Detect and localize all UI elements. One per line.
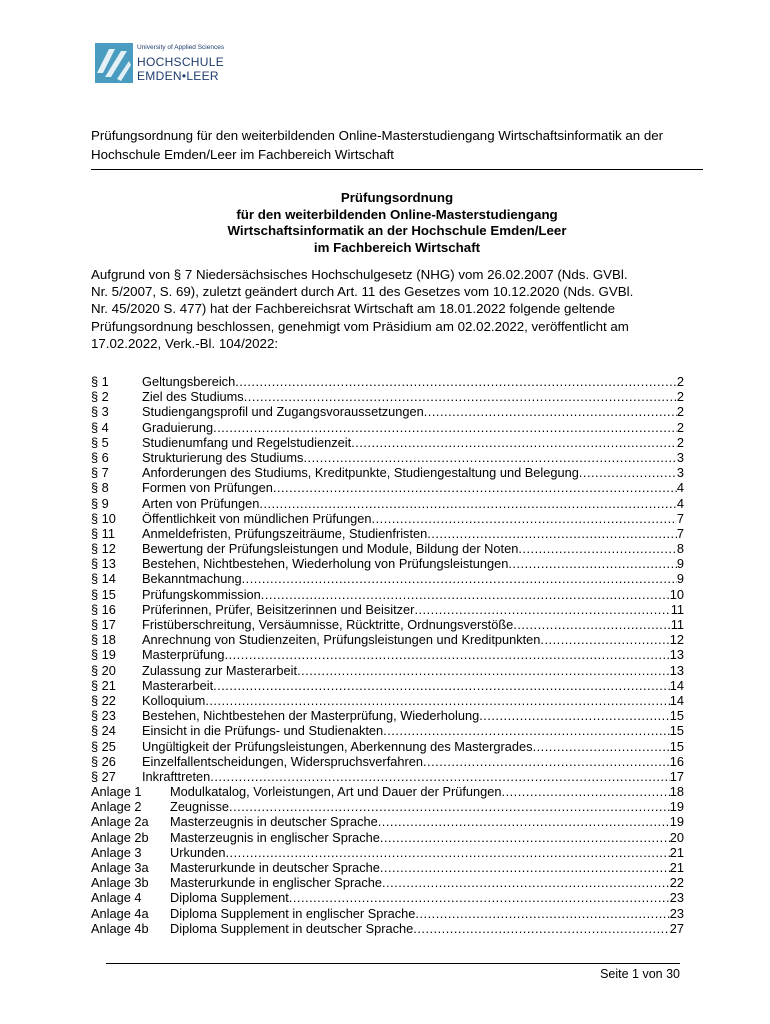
toc-entry-number: § 27	[91, 768, 116, 784]
toc-leader-dots	[380, 830, 670, 845]
toc-entry-number: § 4	[91, 419, 109, 435]
toc-entry-title: Fristüberschreitung, Versäumnisse, Rücktritte, Ordnungsverstöße	[142, 617, 514, 632]
toc-entry[interactable]	[91, 845, 684, 860]
toc-entry-number: Anlage 4b	[91, 920, 149, 936]
preamble-paragraph	[91, 266, 703, 352]
toc-leader-dots	[423, 754, 670, 769]
toc-leader-dots	[213, 678, 670, 693]
preamble-line: Prüfungsordnung beschlossen, genehmigt vom Präsidium am 02.02.2022, veröffentlicht am	[91, 318, 629, 334]
toc-leader-dots	[289, 890, 670, 905]
toc-entry-number: § 8	[91, 480, 109, 496]
toc-entry-number: § 1	[91, 374, 109, 389]
toc-leader-dots	[225, 647, 670, 662]
toc-entry-title: Zeugnisse	[170, 799, 230, 815]
toc-entry-page: 3	[676, 449, 684, 465]
toc-entry-title: Modulkatalog, Vorleistungen, Art und Dauer der Prüfungen	[170, 784, 502, 800]
toc-entry-title: Anforderungen des Studiums, Kreditpunkte, Studiengestaltung und Belegung	[142, 465, 579, 481]
toc-entry-title: Anrechnung von Studienzeiten, Prüfungsleistungen und Kreditpunkten	[142, 632, 541, 648]
toc-leader-dots	[259, 496, 676, 511]
toc-entry[interactable]	[91, 678, 684, 693]
toc-entry-page: 9	[676, 556, 684, 572]
toc-entry-page: 2	[676, 434, 684, 450]
page-number: Seite 1 von 30	[600, 967, 680, 981]
toc-entry-page: 15	[669, 723, 684, 739]
toc-entry-title: Studiengangsprofil und Zugangsvoraussetzungen	[142, 404, 424, 420]
toc-leader-dots	[244, 389, 677, 404]
toc-entry-title: Arten von Prüfungen	[142, 495, 260, 511]
toc-entry-title: Kolloquium	[142, 692, 206, 708]
toc-entry-number: § 24	[91, 723, 116, 739]
toc-leader-dots	[424, 404, 677, 419]
toc-entry[interactable]	[91, 830, 684, 845]
toc-entry-number: § 14	[91, 571, 116, 587]
toc-entry-title: Urkunden	[170, 844, 226, 860]
toc-leader-dots	[518, 541, 677, 556]
toc-entry-number: § 9	[91, 495, 109, 511]
toc-entry-number: § 5	[91, 434, 109, 450]
toc-entry[interactable]	[91, 890, 684, 905]
toc-entry[interactable]	[91, 769, 684, 784]
toc-entry[interactable]	[91, 723, 684, 738]
toc-entry-number: § 18	[91, 632, 116, 648]
title-line: Wirtschaftsinformatik an der Hochschule Emden/Leer	[227, 223, 567, 238]
toc-entry-page: 16	[669, 753, 684, 769]
toc-entry-number: § 22	[91, 692, 116, 708]
toc-entry-title: Formen von Prüfungen	[142, 480, 273, 496]
toc-leader-dots	[413, 921, 669, 936]
preamble-line: Aufgrund von § 7 Niedersächsisches Hochschulgesetz (NHG) vom 26.02.2007 (Nds. GVBl.	[91, 267, 628, 282]
toc-leader-dots	[229, 799, 670, 814]
table-of-contents	[91, 374, 684, 936]
toc-entry-title: Strukturierung des Studiums	[142, 449, 304, 465]
toc-leader-dots	[382, 875, 670, 890]
toc-entry[interactable]	[91, 799, 684, 814]
toc-entry-number: Anlage 3	[91, 844, 142, 860]
toc-entry-number: § 10	[91, 510, 116, 526]
toc-leader-dots	[351, 435, 677, 450]
university-logo	[95, 43, 235, 87]
toc-entry-page: 11	[670, 601, 684, 617]
toc-entry-title: Bestehen, Nichtbestehen, Wiederholung von Prüfungsleistungen	[142, 556, 509, 572]
toc-entry[interactable]	[91, 875, 684, 890]
toc-entry-page: 14	[669, 677, 684, 693]
toc-leader-dots	[226, 845, 670, 860]
toc-entry-number: § 23	[91, 708, 116, 724]
toc-entry-number: § 15	[91, 586, 116, 602]
toc-entry[interactable]	[91, 389, 684, 404]
preamble-line: 17.02.2022, Verk.-Bl. 104/2022:	[91, 335, 279, 351]
toc-entry[interactable]	[91, 693, 684, 708]
toc-entry-page: 13	[669, 647, 684, 663]
toc-entry-page: 7	[676, 525, 684, 541]
toc-entry-number: § 17	[91, 617, 116, 632]
toc-leader-dots	[414, 602, 670, 617]
toc-entry-number: Anlage 1	[91, 784, 142, 800]
toc-entry-title: Masterzeugnis in deutscher Sprache	[170, 814, 378, 830]
logo-mark-icon	[95, 43, 133, 83]
toc-entry-title: Öffentlichkeit von mündlichen Prüfungen	[142, 510, 372, 526]
toc-entry-title: Ziel des Studiums	[142, 389, 244, 405]
toc-entry-number: § 21	[91, 677, 116, 693]
toc-entry-page: 9	[676, 571, 684, 587]
toc-leader-dots	[427, 526, 677, 541]
toc-leader-dots	[213, 420, 677, 435]
toc-entry-page: 10	[669, 586, 684, 602]
toc-entry[interactable]	[91, 921, 684, 936]
toc-entry-number: § 13	[91, 556, 116, 572]
toc-entry[interactable]	[91, 708, 684, 723]
toc-entry-page: 21	[669, 844, 684, 860]
toc-leader-dots	[479, 708, 670, 723]
toc-entry-page: 22	[669, 875, 684, 891]
toc-entry[interactable]	[91, 906, 684, 921]
toc-entry-title: Bewertung der Prüfungsleistungen und Module, Bildung der Noten	[142, 541, 519, 557]
toc-leader-dots	[579, 465, 677, 480]
toc-leader-dots	[380, 860, 670, 875]
toc-entry-page: 8	[676, 541, 684, 557]
toc-entry-page: 7	[676, 510, 684, 526]
toc-entry-title: Studienumfang und Regelstudienzeit	[142, 434, 352, 450]
toc-leader-dots	[242, 571, 677, 586]
toc-entry-page: 15	[669, 738, 684, 754]
toc-entry-page: 2	[676, 419, 684, 435]
toc-leader-dots	[372, 511, 677, 526]
toc-entry[interactable]	[91, 571, 684, 586]
toc-entry-page: 13	[669, 662, 684, 678]
toc-entry-title: Geltungsbereich	[142, 374, 236, 389]
title-line: für den weiterbildenden Online-Masterstudiengang	[236, 206, 558, 222]
toc-leader-dots	[273, 480, 677, 495]
toc-entry[interactable]	[91, 374, 684, 389]
logo-tagline: University of Applied Sciences	[137, 44, 225, 51]
toc-entry-page: 3	[676, 465, 684, 481]
toc-entry-title: Prüfungskommission	[142, 586, 261, 602]
toc-entry[interactable]	[91, 784, 684, 799]
toc-entry[interactable]	[91, 632, 684, 647]
toc-entry-page: 2	[676, 404, 684, 420]
toc-entry-number: § 11	[91, 525, 115, 541]
title-line: im Fachbereich Wirtschaft	[313, 239, 481, 255]
header-divider	[91, 169, 703, 170]
toc-entry[interactable]	[91, 541, 684, 556]
toc-entry-number: Anlage 3a	[91, 860, 149, 875]
toc-entry-page: 19	[669, 814, 684, 830]
toc-entry-page: 27	[669, 920, 684, 936]
toc-entry-title: Masterzeugnis in englischer Sprache	[170, 829, 380, 845]
toc-entry-title: Masterarbeit	[142, 677, 214, 693]
toc-entry-number: Anlage 2	[91, 799, 142, 815]
toc-leader-dots	[540, 632, 669, 647]
toc-entry-title: Diploma Supplement in englischer Sprache	[170, 905, 416, 921]
toc-leader-dots	[415, 906, 669, 921]
toc-entry[interactable]	[91, 860, 684, 875]
toc-entry[interactable]	[91, 556, 684, 571]
toc-entry-page: 12	[669, 632, 684, 648]
toc-entry-page: 15	[669, 708, 684, 724]
toc-entry-title: Anmeldefristen, Prüfungszeiträume, Studienfristen	[142, 525, 428, 541]
toc-entry-title: Graduierung	[142, 419, 214, 435]
toc-entry-page: 23	[669, 890, 684, 906]
toc-entry[interactable]	[91, 617, 684, 632]
toc-entry-page: 20	[669, 829, 684, 845]
toc-entry-number: Anlage 2b	[91, 829, 149, 845]
toc-leader-dots	[508, 556, 677, 571]
toc-entry-title: Masterurkunde in deutscher Sprache	[170, 860, 380, 875]
toc-entry-number: § 12	[91, 541, 116, 557]
toc-entry-number: § 25	[91, 738, 116, 754]
title-line: Prüfungsordnung	[340, 190, 454, 205]
toc-leader-dots	[210, 769, 669, 784]
toc-entry-page: 2	[676, 374, 684, 389]
toc-entry[interactable]	[91, 647, 684, 662]
document-title	[91, 190, 703, 256]
toc-entry-page: 21	[669, 860, 684, 875]
toc-entry-title: Masterurkunde in englischer Sprache	[170, 875, 382, 891]
toc-entry[interactable]	[91, 404, 684, 419]
toc-leader-dots	[513, 617, 670, 632]
toc-entry-title: Ungültigkeit der Prüfungsleistungen, Aberkennung des Mastergrades	[142, 738, 533, 754]
preamble-line: Nr. 45/2020 S. 477) hat der Fachbereichsrat Wirtschaft am 18.01.2022 folgende geltende	[91, 301, 616, 317]
toc-entry-number: Anlage 4	[91, 890, 142, 906]
toc-entry-number: § 16	[91, 601, 116, 617]
toc-leader-dots	[303, 450, 676, 465]
toc-entry-number: § 3	[91, 404, 109, 420]
logo-name-line1: HOCHSCHULE	[137, 55, 225, 69]
toc-entry-title: Bekanntmachung	[142, 571, 242, 587]
toc-entry-page: 11	[670, 617, 684, 632]
document-header: Prüfungsordnung für den weiterbildenden Online-Masterstudiengang Wirtschaftsinformatik an der Hochschule Emden/Leer im Fachbereich Wirtschaft	[91, 128, 664, 162]
toc-entry[interactable]	[91, 450, 684, 465]
toc-entry-number: § 19	[91, 647, 116, 663]
toc-leader-dots	[297, 663, 670, 678]
toc-entry-title: Einzelfallentscheidungen, Widerspruchsverfahren	[142, 753, 423, 769]
toc-entry-number: Anlage 4a	[91, 905, 149, 921]
toc-entry[interactable]	[91, 496, 684, 511]
toc-entry[interactable]	[91, 465, 684, 480]
toc-leader-dots	[235, 374, 677, 389]
toc-entry[interactable]	[91, 435, 684, 450]
toc-leader-dots	[383, 723, 670, 738]
toc-entry-title: Inkrafttreten	[142, 768, 211, 784]
toc-entry-number: § 26	[91, 753, 116, 769]
toc-entry-title: Bestehen, Nichtbestehen der Masterprüfung, Wiederholung	[142, 708, 480, 724]
toc-leader-dots	[261, 587, 670, 602]
toc-entry-title: Masterprüfung	[142, 647, 225, 663]
toc-entry[interactable]	[91, 754, 684, 769]
toc-leader-dots	[502, 784, 670, 799]
toc-entry-title: Zulassung zur Masterarbeit	[142, 662, 298, 678]
toc-entry-number: § 6	[91, 449, 109, 465]
toc-entry[interactable]	[91, 739, 684, 754]
toc-entry-number: Anlage 2a	[91, 814, 149, 830]
toc-entry-title: Einsicht in die Prüfungs- und Studienakten	[142, 723, 384, 739]
toc-entry-page: 19	[669, 799, 684, 815]
toc-leader-dots	[205, 693, 669, 708]
toc-entry-page: 2	[676, 389, 684, 405]
toc-entry-page: 4	[676, 480, 684, 496]
logo-name-line2: EMDEN•LEER	[137, 69, 219, 83]
footer-divider	[106, 963, 680, 964]
toc-entry[interactable]	[91, 587, 684, 602]
toc-entry[interactable]	[91, 602, 684, 617]
toc-entry-number: § 20	[91, 662, 116, 678]
toc-entry[interactable]	[91, 663, 684, 678]
toc-entry[interactable]	[91, 526, 684, 541]
toc-entry-page: 14	[669, 692, 684, 708]
toc-entry-page: 17	[669, 768, 684, 784]
toc-entry-page: 4	[676, 495, 684, 511]
toc-entry-number: § 2	[91, 389, 109, 405]
toc-entry-page: 23	[669, 905, 684, 921]
toc-entry-title: Prüferinnen, Prüfer, Beisitzerinnen und Beisitzer	[142, 601, 415, 617]
toc-entry-number: Anlage 3b	[91, 875, 149, 891]
toc-entry[interactable]	[91, 814, 684, 829]
preamble-line: Nr. 5/2007, S. 69), zuletzt geändert durch Art. 11 des Gesetzes vom 10.12.2020 (Nds. GVBl.	[91, 284, 634, 300]
toc-entry-title: Diploma Supplement	[170, 890, 289, 906]
toc-entry-title: Diploma Supplement in deutscher Sprache	[170, 920, 414, 936]
toc-entry[interactable]	[91, 420, 684, 435]
toc-entry[interactable]	[91, 511, 684, 526]
toc-leader-dots	[533, 739, 670, 754]
toc-entry[interactable]	[91, 480, 684, 495]
toc-leader-dots	[378, 814, 670, 829]
toc-entry-number: § 7	[91, 465, 109, 481]
toc-entry-page: 18	[669, 784, 684, 800]
